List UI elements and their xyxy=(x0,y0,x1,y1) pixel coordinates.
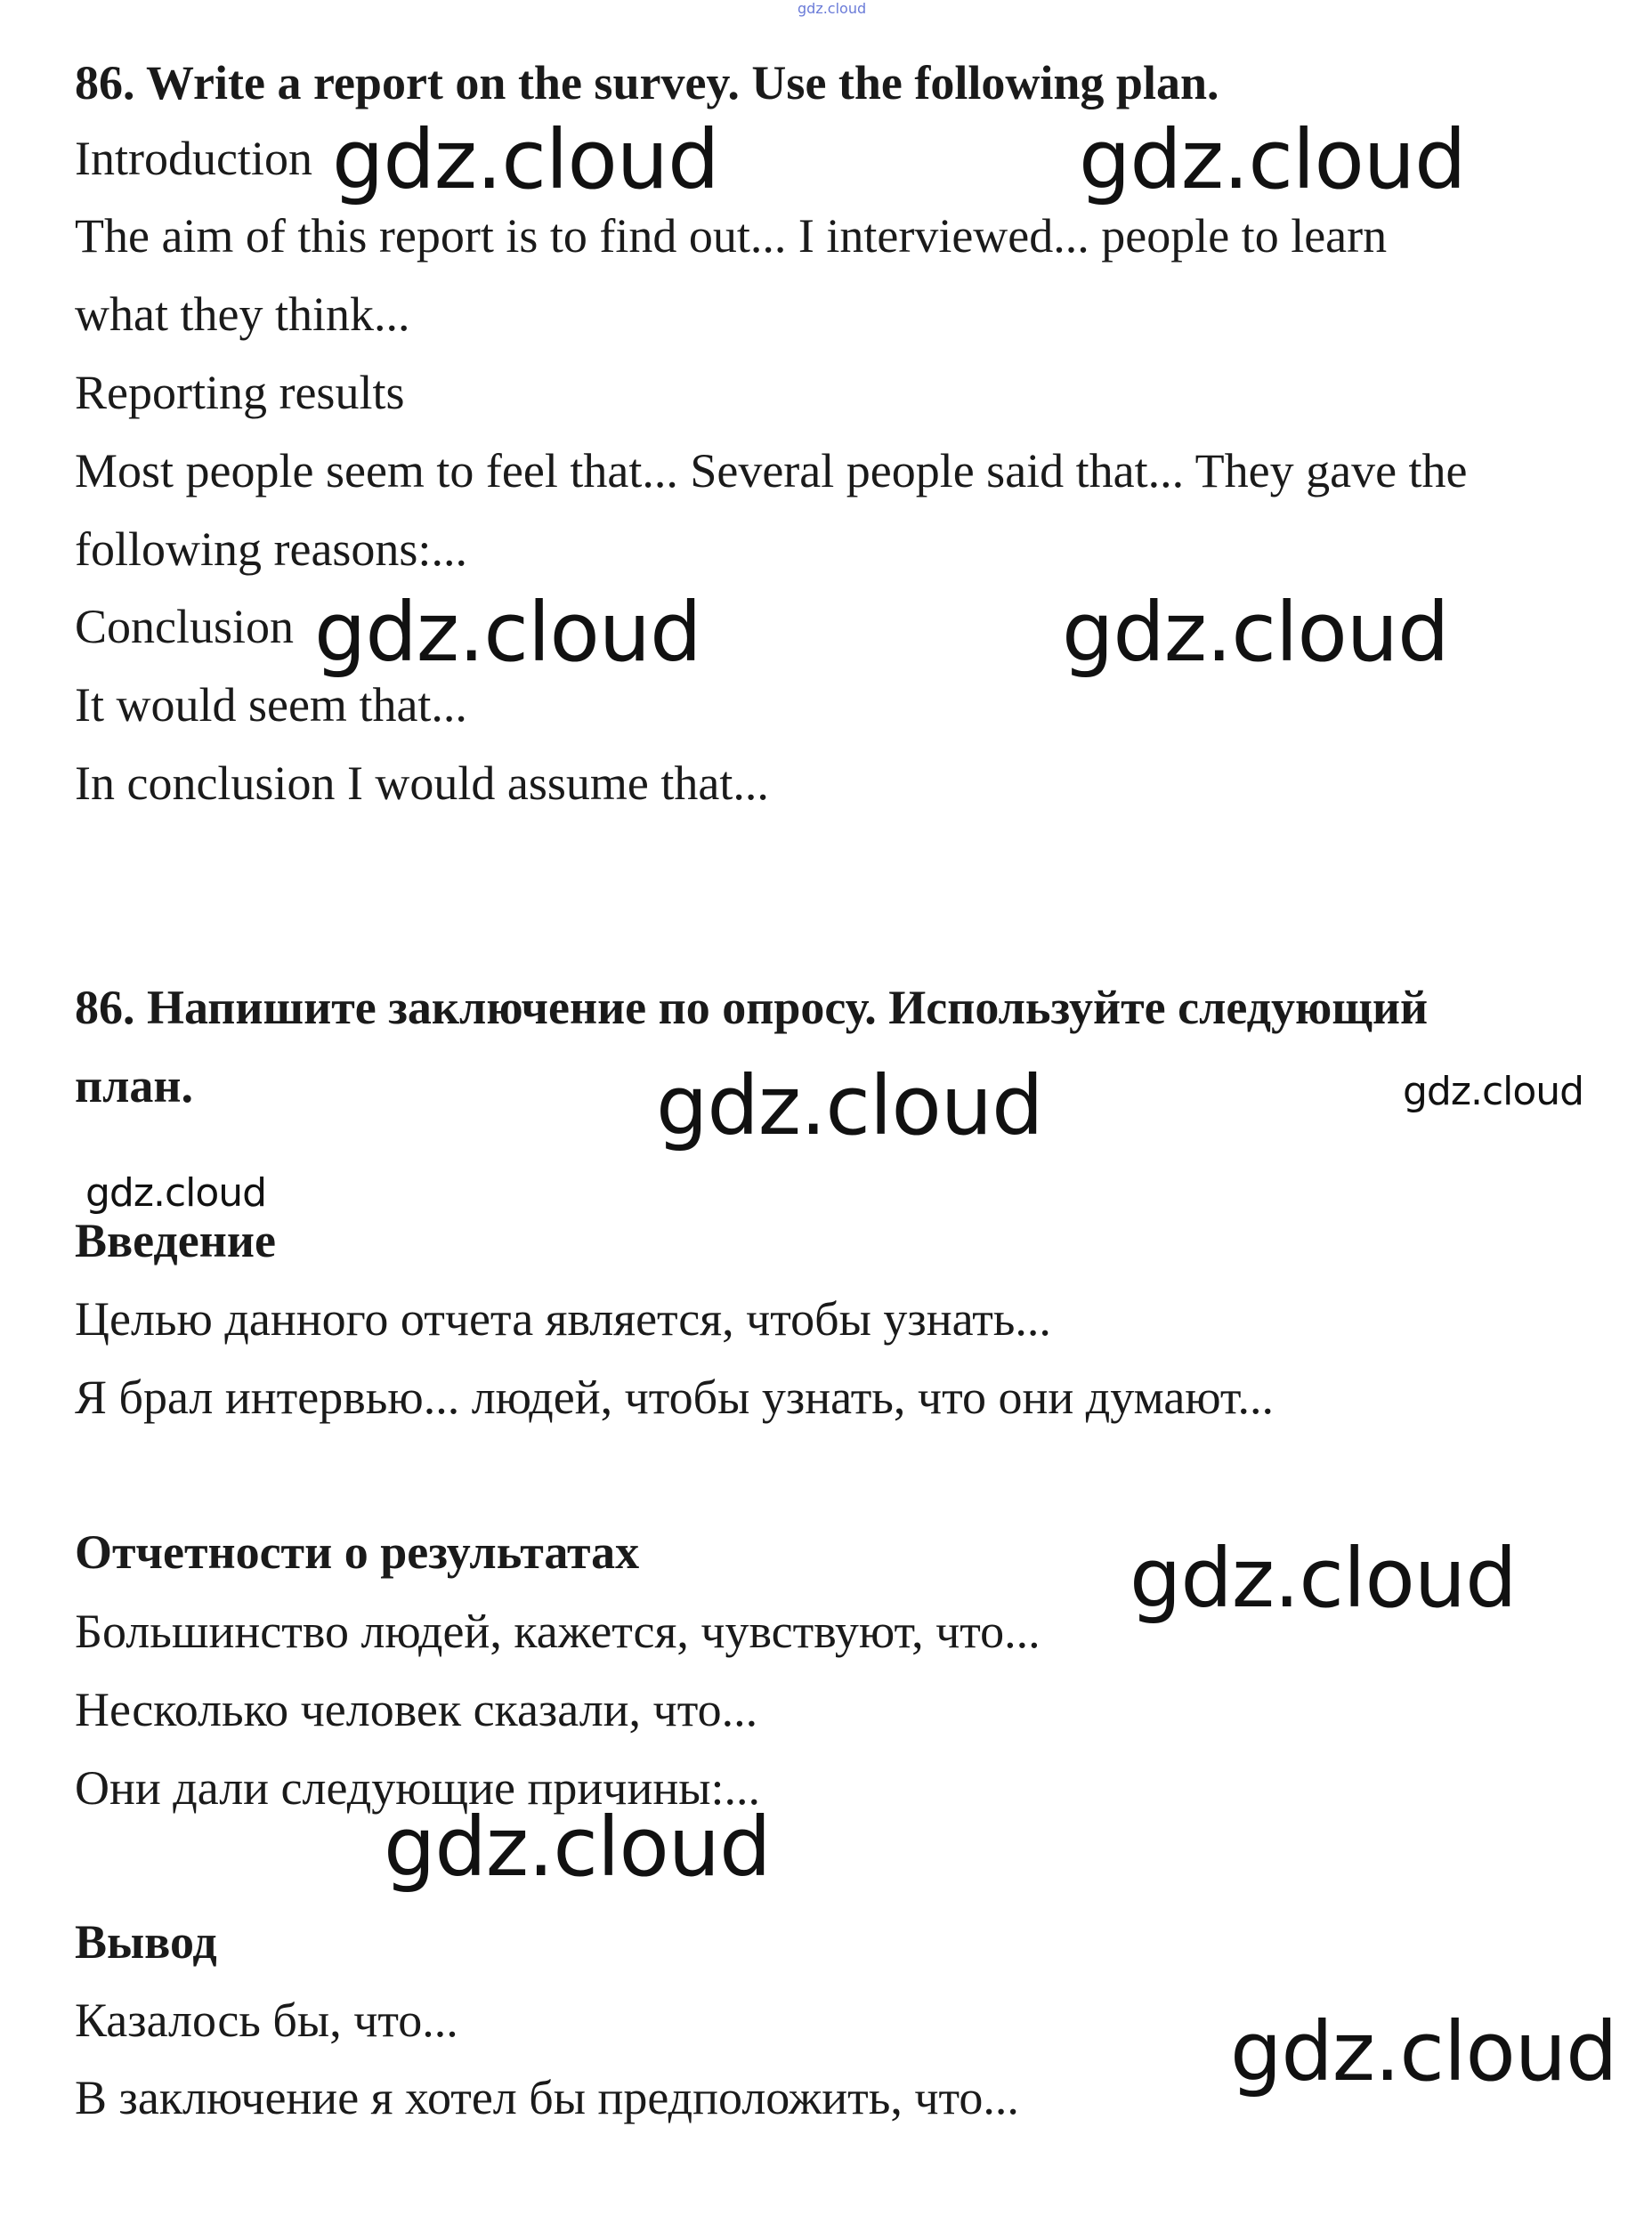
russian-intro-line-2: Я брал интервью... людей, чтобы узнать, что они думают... xyxy=(75,1371,1274,1424)
watermark: gdz.cloud xyxy=(1079,112,1466,207)
english-results-line-1: Most people seem to feel that... Several people said that... They gave the xyxy=(75,444,1468,497)
watermark: gdz.cloud xyxy=(1403,1069,1584,1114)
watermark: gdz.cloud xyxy=(332,112,719,207)
russian-heading-line-2: план. xyxy=(75,1059,194,1112)
russian-conclusion-label: Вывод xyxy=(75,1915,217,1969)
russian-results-line-3: Они дали следующие причины:... xyxy=(75,1761,761,1815)
russian-results-label: Отчетности о результатах xyxy=(75,1525,640,1579)
russian-results-line-1: Большинство людей, кажется, чувствуют, что... xyxy=(75,1605,1041,1658)
watermark: gdz.cloud xyxy=(656,1058,1043,1153)
watermark: gdz.cloud xyxy=(1130,1531,1517,1626)
russian-conclusion-line-2: В заключение я хотел бы предположить, что... xyxy=(75,2071,1019,2124)
russian-introduction-label: Введение xyxy=(75,1214,276,1267)
russian-intro-line-1: Целью данного отчета является, чтобы узнать... xyxy=(75,1292,1051,1346)
watermark: gdz.cloud xyxy=(314,585,701,680)
russian-conclusion-line-1: Казалось бы, что... xyxy=(75,1994,458,2047)
english-intro-line-1: The aim of this report is to find out... I interviewed... people to learn xyxy=(75,209,1388,263)
english-heading: 86. Write a report on the survey. Use the following plan. xyxy=(75,56,1219,109)
watermark: gdz.cloud xyxy=(85,1170,267,1216)
english-intro-line-2: what they think... xyxy=(75,287,410,341)
english-conclusion-label: Conclusion xyxy=(75,600,295,653)
english-introduction-label: Introduction xyxy=(75,132,312,185)
watermark-top: gdz.cloud xyxy=(798,0,867,17)
russian-results-line-2: Несколько человек сказали, что... xyxy=(75,1683,758,1736)
english-conclusion-line-2: In conclusion I would assume that... xyxy=(75,756,769,810)
russian-heading-line-1: 86. Напишите заключение по опросу. Используйте следующий xyxy=(75,981,1429,1034)
english-results-line-2: following reasons:... xyxy=(75,522,467,576)
english-conclusion-line-1: It would seem that... xyxy=(75,678,467,732)
watermark: gdz.cloud xyxy=(1062,585,1449,680)
english-results-label: Reporting results xyxy=(75,366,405,419)
watermark: gdz.cloud xyxy=(384,1799,771,1895)
watermark: gdz.cloud xyxy=(1230,2004,1617,2099)
